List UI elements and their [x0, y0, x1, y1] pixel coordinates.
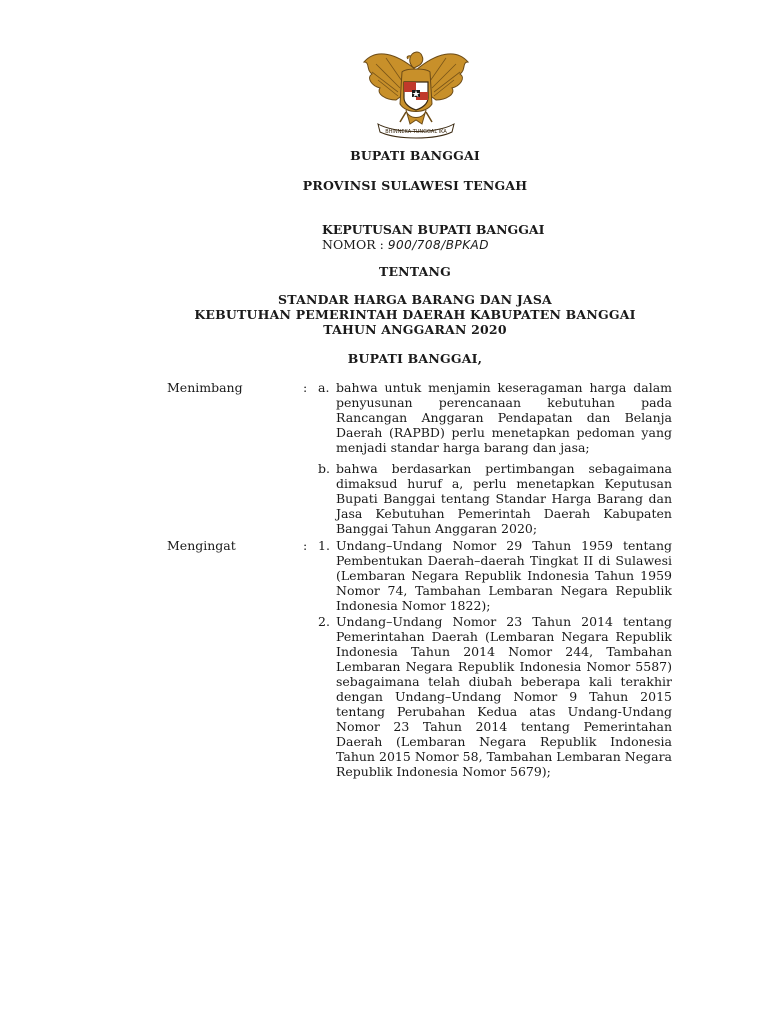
number-value: 900/708/BPKAD [387, 238, 490, 252]
remembering-marker-1: 1. [318, 538, 330, 553]
subject-block [0, 292, 768, 337]
remembering-marker-2: 2. [318, 614, 330, 629]
remembering-colon: : [303, 538, 308, 553]
subject-line-1: STANDAR HARGA BARANG DAN JASA [278, 292, 552, 307]
considering-label: Menimbang [167, 380, 243, 395]
considering-item-b: bahwa berdasarkan pertimbangan sebagaimana dimaksud huruf a, perlu menetapkan Keputusan Bupati Banggai tentang Standar Harga Barang dan Jasa Kebutuhan Pemerintah Daerah Kabupaten Banggai Tahun Anggaran 2020; [336, 461, 672, 536]
garuda-emblem-icon [356, 48, 476, 140]
decision-title: KEPUTUSAN BUPATI BANGGAI [322, 222, 545, 237]
regent-heading: BUPATI BANGGAI [350, 148, 480, 163]
remembering-item-2: Undang–Undang Nomor 23 Tahun 2014 tentang Pemerintahan Daerah (Lembaran Negara Republik Indonesia Tahun 2014 Nomor 244, Tambahan Lembaran Negara Republik Indonesia Nomor 5587) sebagaimana telah diubah beberapa kali terakhir dengan Undang–Undang Nomor 9 Tahun 2015 tentang Perubahan Kedua atas Undang-Undang Nomor 23 Tahun 2014 tentang Pemerintahan Daerah (Lembaran Negara Republik Indonesia Tahun 2015 Nomor 58, Tambahan Lembaran Negara Republik Indonesia Nomor 5679); [336, 614, 672, 779]
considering-marker-a: a. [318, 380, 330, 395]
number-label: NOMOR : [322, 237, 384, 252]
considering-colon: : [303, 380, 308, 395]
considering-marker-b: b. [318, 461, 330, 476]
province-heading: PROVINSI SULAWESI TENGAH [302, 178, 528, 193]
decision-number [322, 237, 489, 252]
considering-item-a: bahwa untuk menjamin keseragaman harga dalam penyusunan perencanaan kebutuhan pada Rancangan Anggaran Pendapatan dan Belanja Daerah (RAPBD) perlu menetapkan pedoman yang menjadi standar harga barang dan jasa; [336, 380, 672, 455]
regent-title: BUPATI BANGGAI, [347, 351, 483, 366]
about-heading: TENTANG [378, 264, 452, 279]
subject-line-2: KEBUTUHAN PEMERINTAH DAERAH KABUPATEN BANGGAI [194, 307, 636, 322]
remembering-item-1: Undang–Undang Nomor 29 Tahun 1959 tentang Pembentukan Daerah–daerah Tingkat II di Sulawesi (Lembaran Negara Republik Indonesia Tahun 1959 Nomor 74, Tambahan Lembaran Negara Republik Indonesia Nomor 1822); [336, 538, 672, 613]
emblem-motto: BHINNEKA TUNGGAL IKA [385, 129, 447, 135]
remembering-label: Mengingat [167, 538, 236, 553]
subject-line-3: TAHUN ANGGARAN 2020 [323, 322, 507, 337]
